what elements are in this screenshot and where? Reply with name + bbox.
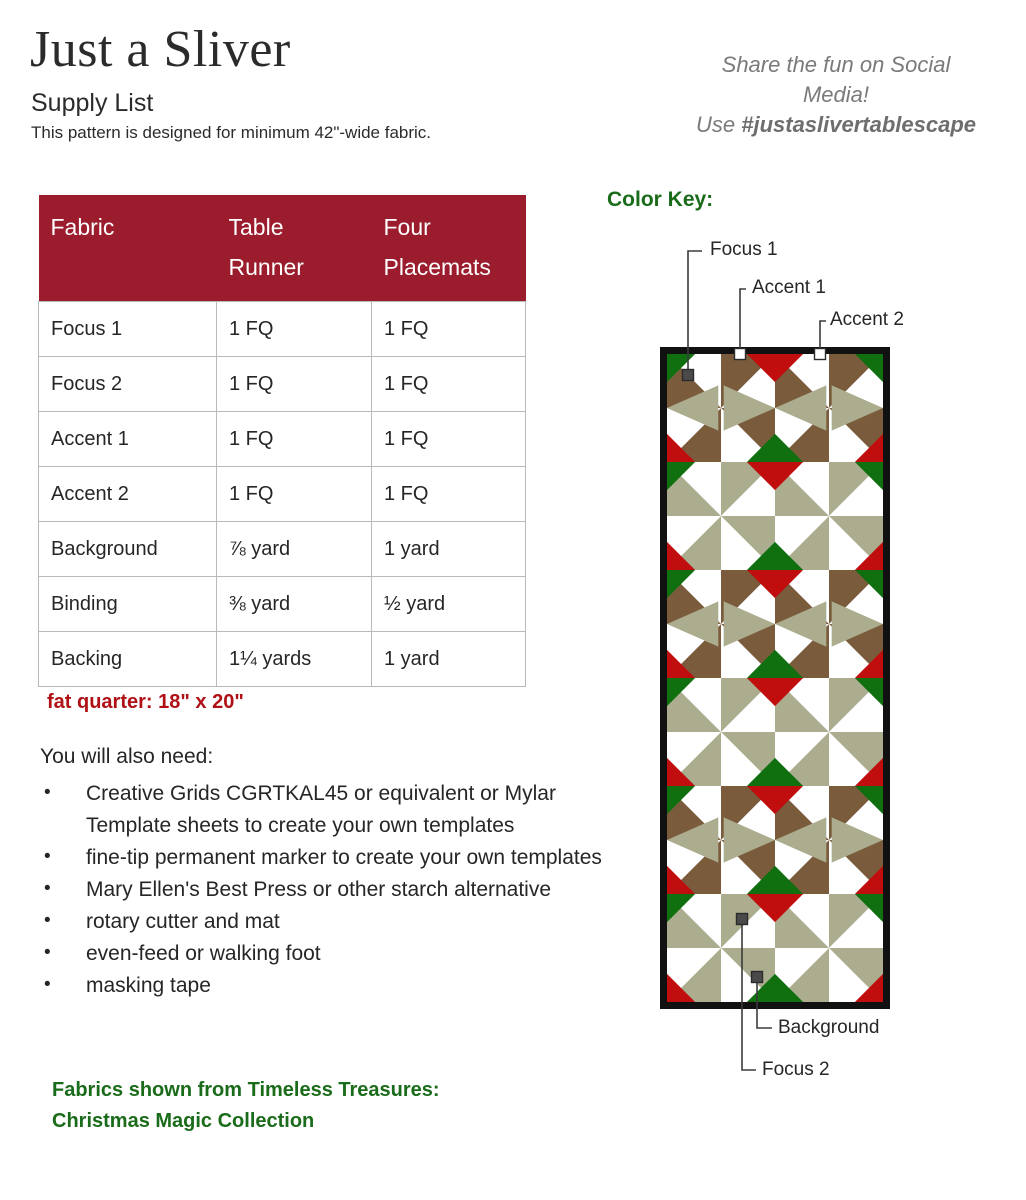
list-item: • fine-tip permanent marker to create your own templates [38, 842, 638, 874]
table-row [39, 577, 526, 632]
table-row [39, 302, 526, 357]
cell-table-runner: 1 FQ [217, 412, 372, 467]
key-label-accent-1: Accent 1 [752, 277, 826, 298]
key-label-background: Background [778, 1017, 880, 1038]
social-line-3 [646, 110, 1026, 140]
fat-quarter-note: fat quarter: 18" x 20" [47, 691, 244, 713]
cell-table-runner: ⅜ yard [217, 577, 372, 632]
cell-four-placemats: 1 FQ [372, 467, 526, 522]
quilt-illustration-svg [600, 225, 1026, 1095]
cell-four-placemats: 1 FQ [372, 302, 526, 357]
cell-four-placemats: 1 yard [372, 632, 526, 687]
fabric-credit [52, 1075, 612, 1137]
cell-four-placemats: 1 FQ [372, 412, 526, 467]
fabric-credit-line-2: Christmas Magic Collection [52, 1110, 315, 1132]
quilt-pattern-group [660, 347, 890, 1009]
key-marker-accent-2 [815, 349, 826, 360]
supplies-needed-list [38, 778, 638, 1002]
list-item: • masking tape [38, 970, 638, 1002]
cell-four-placemats: 1 FQ [372, 357, 526, 412]
social-line-2: Media! [802, 82, 870, 107]
cell-fabric: Accent 1 [39, 412, 217, 467]
table-row [39, 357, 526, 412]
table-body [39, 302, 526, 687]
page-title: Just a Sliver [30, 21, 291, 78]
key-label-focus-1: Focus 1 [710, 239, 778, 260]
key-marker-accent-1 [735, 349, 746, 360]
quilt-diagram [600, 225, 1026, 1095]
table-row [39, 522, 526, 577]
cell-fabric: Background [39, 522, 217, 577]
table-row [39, 632, 526, 687]
social-hashtag: #justaslivertablescape [741, 112, 977, 137]
cell-fabric: Backing [39, 632, 217, 687]
column-header-four-placemats [372, 195, 526, 302]
cell-four-placemats: ½ yard [372, 577, 526, 632]
social-share-block [646, 50, 1026, 140]
key-marker-focus-1 [683, 370, 694, 381]
also-need-heading: You will also need: [40, 745, 214, 768]
key-marker-focus-2 [737, 914, 748, 925]
cell-table-runner: 1 FQ [217, 302, 372, 357]
cell-table-runner: 1¼ yards [217, 632, 372, 687]
cell-fabric: Focus 2 [39, 357, 217, 412]
fabric-credit-line-1: Fabrics shown from Timeless Treasures: [52, 1079, 440, 1101]
cell-table-runner: ⅞ yard [217, 522, 372, 577]
column-header-fabric [39, 195, 217, 302]
cell-fabric: Accent 2 [39, 467, 217, 522]
cell-fabric: Binding [39, 577, 217, 632]
cell-four-placemats: 1 yard [372, 522, 526, 577]
column-header-fabric-line1: Fabric [50, 214, 115, 240]
table-row [39, 467, 526, 522]
key-marker-background [752, 972, 763, 983]
color-key-title: Color Key: [607, 188, 714, 211]
table-row [39, 412, 526, 467]
leader-line-accent-1 [740, 289, 746, 354]
list-item: • Mary Ellen's Best Press or other starch alternative [38, 874, 638, 906]
column-header-placemats-line2: Placemats [383, 254, 491, 280]
cell-table-runner: 1 FQ [217, 467, 372, 522]
column-header-runner-line2: Runner [228, 254, 304, 280]
list-item: • even-feed or walking foot [38, 938, 638, 970]
cell-fabric: Focus 1 [39, 302, 217, 357]
list-item: • rotary cutter and mat [38, 906, 638, 938]
social-use-label: Use [695, 112, 742, 137]
column-header-table-runner [217, 195, 372, 302]
page-subtitle: Supply List [31, 89, 154, 117]
list-item: • Creative Grids CGRTKAL45 or equivalent or Mylar Template sheets to create your own templates [38, 778, 638, 842]
cell-table-runner: 1 FQ [217, 357, 372, 412]
column-header-runner-line1: Table [228, 214, 284, 240]
fabric-width-note: This pattern is designed for minimum 42"-wide fabric. [31, 123, 432, 142]
social-line-1: Share the fun on Social [721, 52, 951, 77]
table-header-row [39, 195, 526, 302]
key-label-focus-2: Focus 2 [762, 1059, 830, 1080]
column-header-placemats-line1: Four [383, 214, 431, 240]
key-label-accent-2: Accent 2 [830, 309, 904, 330]
supply-table [38, 195, 526, 687]
